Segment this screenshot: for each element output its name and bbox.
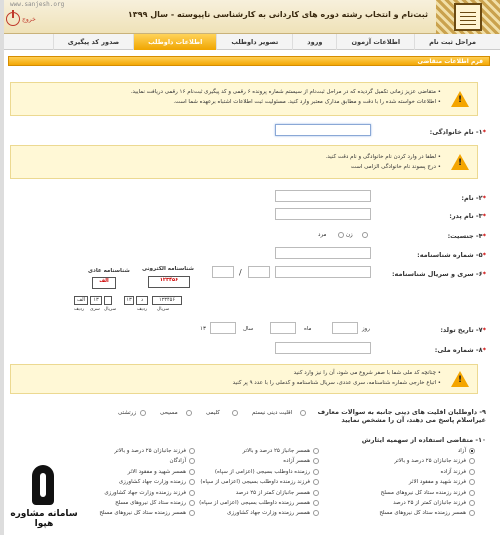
religion-option-radio[interactable] bbox=[186, 410, 192, 416]
quota-option-radio[interactable] bbox=[189, 500, 195, 506]
quota-option-radio[interactable] bbox=[313, 469, 319, 475]
notice-line: • درج پسوند نام خانوادگی الزامی است bbox=[350, 164, 441, 170]
religion-option-radio[interactable] bbox=[140, 410, 146, 416]
quota-option[interactable] bbox=[409, 479, 466, 485]
quota-option-radio[interactable] bbox=[189, 510, 195, 516]
birth-day-input[interactable] bbox=[332, 322, 358, 334]
quota-option-radio[interactable] bbox=[469, 458, 475, 464]
quota-option-radio[interactable] bbox=[313, 479, 319, 485]
sanjesh-logo-icon bbox=[454, 3, 482, 31]
notice-national-id bbox=[10, 364, 478, 394]
quota-option[interactable] bbox=[170, 458, 187, 464]
serial-series-input[interactable] bbox=[248, 266, 270, 278]
card-new-sample: ۱۲۳۴۵۶ bbox=[148, 276, 190, 288]
birthdate-label: *۷- تاریخ تولد: bbox=[440, 326, 486, 334]
quota-option[interactable] bbox=[394, 458, 466, 464]
card-caption: سری bbox=[90, 307, 100, 312]
quota-option-label: همسر رزمنده وزارت جهاد کشاورزی bbox=[227, 510, 310, 517]
quota-option[interactable] bbox=[242, 448, 310, 454]
serial-separator: / bbox=[239, 268, 242, 277]
quota-option-label: رزمنده داوطلب بسیجی (اعزامی از سپاه) bbox=[214, 468, 310, 475]
quota-option[interactable] bbox=[119, 479, 186, 485]
hepva-watermark bbox=[2, 465, 86, 535]
quota-option[interactable] bbox=[104, 490, 186, 496]
notice-line: • اتباع خارجی شماره شناسنامه، سری عددی، سریال شناسنامه و کدملی را با عدد ۹ پر کنید bbox=[232, 380, 441, 386]
gender-male-radio[interactable] bbox=[338, 232, 344, 238]
notice-line: • اطلاعات خواسته شده را با دقت و مطابق مدارک معتبر وارد کنید. مسئولیت ثبت اطلاعات اشتباه برعهده شما است. bbox=[173, 99, 441, 105]
religion-option-radio[interactable] bbox=[232, 410, 238, 416]
religion-label: ۹- داوطلبان اقلیت های دینی جانبه به سوالات معارف غیراسلام پاسخ می دهند، آن را مشخص نمایید bbox=[317, 408, 486, 424]
quota-option-label: همسر رزمنده ستاد کل نیروهای مسلح bbox=[379, 510, 466, 517]
religion-option-label: اقلیت دینی نیستم bbox=[252, 410, 293, 416]
card-old-serial-box: الف bbox=[74, 296, 88, 305]
quota-option-label: فرزند جانبازان ۲۵ درصد و بالاتر bbox=[394, 458, 466, 465]
father-label: *۳- نام پدر: bbox=[449, 212, 486, 220]
tab-candidate-photo[interactable]: تصویر داوطلب bbox=[216, 34, 292, 50]
watermark-url: www.sanjesh.org bbox=[10, 1, 65, 8]
quota-label: ۱۰- متقاضی استفاده از سهمیه ایثارش bbox=[361, 436, 486, 444]
tab-tracking-code[interactable]: صدور کد پیگیری bbox=[53, 34, 133, 50]
quota-option-radio[interactable] bbox=[313, 510, 319, 516]
idnumber-label: *۵- شماره شناسنامه: bbox=[417, 251, 486, 259]
quota-option-label: همسر رزمنده داوطلب بسیجی (اعزامی از سپاه) bbox=[199, 500, 310, 506]
father-name-input[interactable] bbox=[275, 208, 371, 220]
quota-option[interactable] bbox=[215, 469, 310, 475]
tab-registration-steps[interactable]: مراحل ثبت نام bbox=[414, 34, 490, 50]
quota-option[interactable] bbox=[115, 500, 186, 506]
serial-number-input[interactable] bbox=[275, 266, 371, 278]
notice-line: • چنانچه کد ملی شما با صفر شروع می شود، آن را نیز وارد کنید bbox=[293, 370, 441, 376]
quota-option-label: همسر جانبازان کمتر از ۲۵ درصد bbox=[235, 489, 310, 496]
quota-option-label: رزمنده ستاد کل نیروهای مسلح bbox=[115, 500, 186, 506]
birth-century: ۱۳ bbox=[200, 326, 206, 332]
quota-option[interactable] bbox=[283, 458, 310, 464]
religion-option-label: مسیحی bbox=[160, 410, 178, 416]
quota-option-label: فرزند رزمنده ستاد کل نیروهای مسلح bbox=[380, 489, 466, 496]
quota-option-radio[interactable] bbox=[189, 469, 195, 475]
section-title: فرم اطلاعات متقاضی bbox=[417, 58, 483, 65]
religion-option-radio[interactable] bbox=[300, 410, 306, 416]
gender-male-label: مرد bbox=[318, 232, 327, 238]
warning-icon bbox=[451, 154, 469, 170]
card-caption: سریال bbox=[157, 307, 170, 312]
quota-option-radio[interactable] bbox=[469, 479, 475, 485]
card-new-letter-box: د bbox=[136, 296, 148, 305]
name-input[interactable] bbox=[275, 190, 371, 202]
quota-option-label: آزاد bbox=[457, 448, 466, 454]
card-old-letter-box bbox=[104, 296, 112, 305]
quota-option[interactable] bbox=[236, 490, 310, 496]
tab-login[interactable]: ورود bbox=[292, 34, 336, 50]
header bbox=[0, 0, 500, 34]
quota-option-radio[interactable] bbox=[189, 479, 195, 485]
tab-exam-info[interactable]: اطلاعات آزمون bbox=[336, 34, 414, 50]
religion-option-label: کلیمی bbox=[206, 410, 220, 416]
warning-icon bbox=[451, 371, 469, 387]
hepva-logo-icon bbox=[32, 465, 54, 505]
birth-year-input[interactable] bbox=[210, 322, 236, 334]
quota-option[interactable] bbox=[128, 469, 186, 475]
birth-day-label: روز bbox=[362, 326, 370, 332]
quota-option-radio[interactable] bbox=[469, 510, 475, 516]
notice-name bbox=[10, 145, 478, 179]
quota-option[interactable] bbox=[379, 510, 466, 516]
quota-option[interactable] bbox=[227, 510, 310, 516]
warning-icon bbox=[451, 91, 469, 107]
birth-year-label: سال bbox=[243, 326, 254, 332]
quota-option-label: آزادگان bbox=[169, 458, 186, 465]
notice-general bbox=[10, 82, 478, 116]
quota-option-radio[interactable] bbox=[469, 500, 475, 506]
quota-option[interactable] bbox=[458, 448, 466, 454]
national-id-label: *۸- شماره ملی: bbox=[434, 346, 486, 354]
gender-female-radio[interactable] bbox=[362, 232, 368, 238]
card-caption: سریال bbox=[104, 307, 117, 312]
card-old-num-box: ۱۳ bbox=[90, 296, 102, 305]
quota-option[interactable] bbox=[381, 490, 466, 496]
quota-option-label: همسر شهید و مفقود الاثر bbox=[127, 468, 186, 475]
national-id-input[interactable] bbox=[275, 342, 371, 354]
birth-month-input[interactable] bbox=[270, 322, 296, 334]
lastname-input[interactable] bbox=[275, 124, 371, 136]
quota-option-label: همسر جانباز ۲۵ درصد و بالاتر bbox=[242, 448, 310, 454]
watermark-text: سامانه مشاوره هپوا bbox=[10, 509, 78, 529]
quota-option-radio[interactable] bbox=[469, 490, 475, 496]
quota-option-radio[interactable] bbox=[189, 490, 195, 496]
page-scrollbar[interactable] bbox=[0, 0, 4, 535]
card-new-num-box: ۱۳ bbox=[124, 296, 134, 305]
card-new-serial-box: ۱۲۳۴۵۶ bbox=[152, 296, 182, 305]
quota-option-label: فرزند آزاده bbox=[440, 468, 466, 475]
tab-candidate-info[interactable]: اطلاعات داوطلب bbox=[133, 34, 216, 50]
gender-label: *۴- جنسیت: bbox=[447, 232, 486, 240]
quota-option[interactable] bbox=[114, 448, 186, 454]
section-header bbox=[8, 56, 490, 66]
quota-option[interactable] bbox=[440, 469, 466, 475]
quota-option-label: فرزند رزمنده وزارت جهاد کشاورزی bbox=[104, 489, 186, 496]
quota-option-label: فرزند جانبازان ۲۵ درصد و بالاتر bbox=[114, 448, 186, 454]
serial-letter-input[interactable] bbox=[212, 266, 234, 278]
quota-option-radio[interactable] bbox=[313, 458, 319, 464]
quota-option-radio[interactable] bbox=[189, 448, 195, 454]
idnumber-input[interactable] bbox=[275, 247, 371, 259]
name-label: *۲- نام: bbox=[461, 194, 486, 202]
logout-icon[interactable] bbox=[6, 12, 20, 26]
card-new-title: شناسنامه الکترونی bbox=[142, 266, 194, 272]
quota-option[interactable] bbox=[393, 500, 466, 506]
notice-line: • متقاضی عزیز زمانی تکمیل گردیده که در مراحل ثبت‌نام از سیستم شماره پرونده ۶ رقمی و کد پیگیری ثبت‌نام ۱۶ رقمی دریافت نمایید. bbox=[130, 89, 441, 95]
quota-option[interactable] bbox=[199, 500, 310, 506]
gender-female-label: زن bbox=[346, 232, 353, 238]
quota-option-radio[interactable] bbox=[313, 490, 319, 496]
logout-label[interactable]: خروج bbox=[22, 16, 36, 23]
quota-option-label: همسر آزاده bbox=[283, 458, 310, 465]
card-old-title: شناسنامه عادی bbox=[88, 268, 130, 274]
page-title: ثبت‌نام و انتخاب رشته دوره های کاردانی به کارشناسی ناپیوسته - سال ۱۳۹۹ bbox=[127, 10, 428, 19]
quota-option-label: فرزند جانبازان کمتر از ۲۵ درصد bbox=[393, 500, 466, 506]
quota-option-radio[interactable] bbox=[189, 458, 195, 464]
nav-tabs bbox=[0, 34, 500, 50]
quota-option-radio[interactable] bbox=[313, 500, 319, 506]
quota-option[interactable] bbox=[200, 479, 310, 485]
quota-option-radio[interactable] bbox=[313, 448, 319, 454]
quota-option[interactable] bbox=[99, 510, 186, 516]
card-caption: ردیف bbox=[74, 307, 85, 312]
birth-month-label: ماه bbox=[304, 326, 312, 332]
quota-option-radio[interactable] bbox=[469, 469, 475, 475]
religion-option-label: زرتشتی bbox=[118, 410, 136, 416]
notice-line: • لطفا در وارد کردن نام خانوادگی و نام دقت کنید. bbox=[325, 154, 441, 160]
quota-option-label: فرزند شهید و مفقود الاثر bbox=[408, 479, 466, 486]
quota-option-label: رزمنده وزارت جهاد کشاورزی bbox=[118, 479, 186, 486]
quota-option-label: فرزند رزمنده داوطلب بسیجی (اعزامی از سپاه) bbox=[200, 479, 310, 486]
quota-option-radio[interactable] bbox=[469, 448, 475, 454]
card-old-series: الف bbox=[92, 277, 116, 289]
lastname-label: *۱- نام خانوادگی: bbox=[429, 128, 486, 136]
card-caption: ردیف bbox=[137, 307, 148, 312]
quota-option-label: همسر رزمنده ستاد کل نیروهای مسلح bbox=[99, 510, 186, 517]
serial-label: *۶- سری و سریال شناسنامه: bbox=[391, 270, 486, 278]
